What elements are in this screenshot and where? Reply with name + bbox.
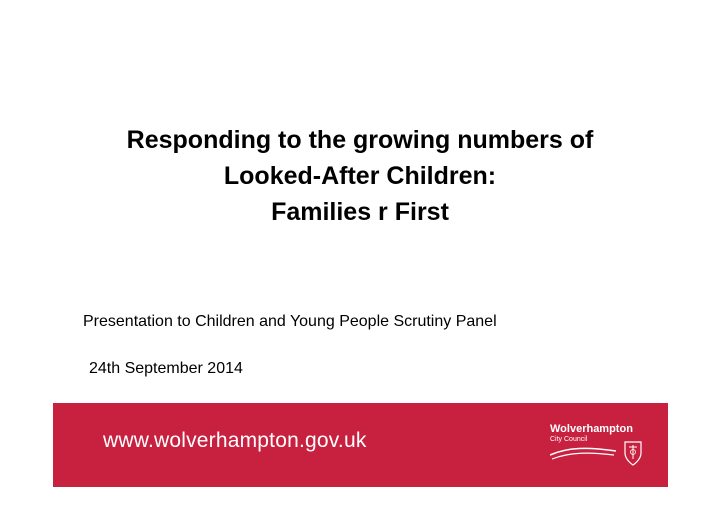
logo-swoosh-icon <box>550 443 618 463</box>
title-line-1: Responding to the growing numbers of <box>126 126 594 154</box>
slide-subtitle: Presentation to Children and Young People Scrutiny Panel <box>83 313 497 330</box>
footer-band <box>53 403 668 487</box>
council-logo <box>550 423 650 473</box>
slide-date: 24th September 2014 <box>89 360 243 377</box>
logo-name: Wolverhampton <box>550 423 633 435</box>
crest-icon <box>622 439 644 467</box>
slide-title <box>40 122 680 230</box>
logo-sub: City Council <box>550 436 588 443</box>
title-line-2: Looked-After Children: <box>223 162 497 190</box>
title-line-3: Families r First <box>271 198 449 226</box>
footer-url: www.wolverhampton.gov.uk <box>103 429 367 452</box>
